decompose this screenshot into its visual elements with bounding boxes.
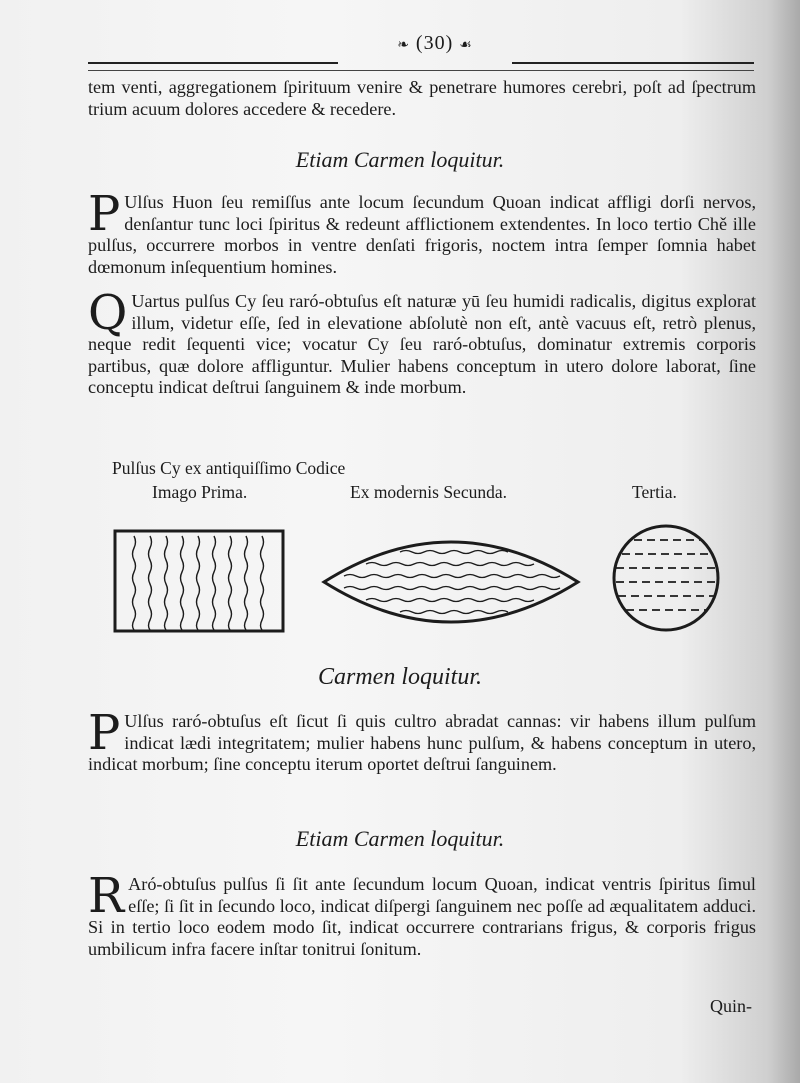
drop-cap: R xyxy=(88,868,125,924)
figure-label-2: Ex modernis Secunda. xyxy=(350,482,507,502)
paragraph-2 xyxy=(88,285,756,399)
paragraph-1 xyxy=(88,186,756,278)
ornament-right-icon: ☙ xyxy=(459,38,473,53)
paragraph-4 xyxy=(88,868,756,960)
page-header xyxy=(355,32,515,55)
drop-cap: P xyxy=(88,186,121,242)
header-rule-under xyxy=(88,70,754,71)
paragraph-3 xyxy=(88,705,756,776)
paragraph-text: Ulſus raró-obtuſus eſt ſicut ſi quis cultro abradat cannas: vir habens illum pulſum indicat lædi integritatem; mulier habens hunc pulſum, & habens conceptum in utero, indicat morbum; ſine conceptu iterum oportet deſtrui ſanguinem. xyxy=(88,711,756,775)
catchword: Quin- xyxy=(710,996,752,1016)
paragraph-text: Ulſus Huon ſeu remiſſus ante locum ſecundum Quoan indicat affligi dorſi nervos, denſantur tunc loci ſpiritus & redeunt afflictionem extendentes. In loco tertio Chě ille pulſus, occurrere morbos in ventre denſati frigoris, noctem intra ſemper ſomnia habet dœmonum inſequentium homines. xyxy=(88,192,756,277)
pulse-figure-circle xyxy=(608,522,724,634)
pulse-figure-rectangle xyxy=(112,528,288,636)
paragraph-text: Uartus pulſus Cy ſeu raró-obtuſus eſt naturæ yū ſeu humidi radicalis, digitus explorat illum, videtur eſſe, ſed in elevatione abſolutè non eſt, antè vacuus eſt, retrò plenus, neque redit ſequenti vice; vocatur Cy ſeu raró-obtuſus, dominatur extremis corporis partibus, quæ dolore affliguntur. Mulier habens conceptum in utero dolore laborat, ſine conceptu indicat deſtrui ſanguinem & inde morbum. xyxy=(88,291,756,398)
section-heading-3: Etiam Carmen loquitur. xyxy=(295,826,505,851)
section-heading-2: Carmen loquitur. xyxy=(317,664,482,690)
section-heading-1: Etiam Carmen loquitur. xyxy=(295,147,505,172)
paragraph-text: Aró-obtuſus pulſus ſi ſit ante ſecundum locum Quoan, indicat ventris ſpiritus ſimul eſſe; ſi ſit in ſecundo loco, indicat diſpergi ſanguinem nec poſſe ad æqualitatem adduci. Si in tertio loco eodem modo ſit, indicat occurrere contrarians frigus, & corporis frigus umbilicum infra facere inſtar tonitrui ſonitum. xyxy=(88,874,756,959)
figure-label-3: Tertia. xyxy=(632,482,677,502)
ornament-left-icon: ❧ xyxy=(397,38,410,53)
drop-cap: Q xyxy=(88,285,128,341)
figure-title: Pulſus Cy ex antiquiſſimo Codice xyxy=(112,458,346,478)
page-number: (30) xyxy=(415,32,454,54)
pulse-figure-lens xyxy=(320,530,582,636)
drop-cap: P xyxy=(88,705,121,761)
figure-label-1: Imago Prima. xyxy=(152,482,248,502)
header-rule-left xyxy=(88,62,338,64)
header-rule-right xyxy=(512,62,754,64)
paragraph-continued: tem venti, aggregationem ſpirituum venire & penetrare humores cerebri, poſt ad ſpectrum trium acuum dolores accedere & recedere. xyxy=(88,77,756,119)
